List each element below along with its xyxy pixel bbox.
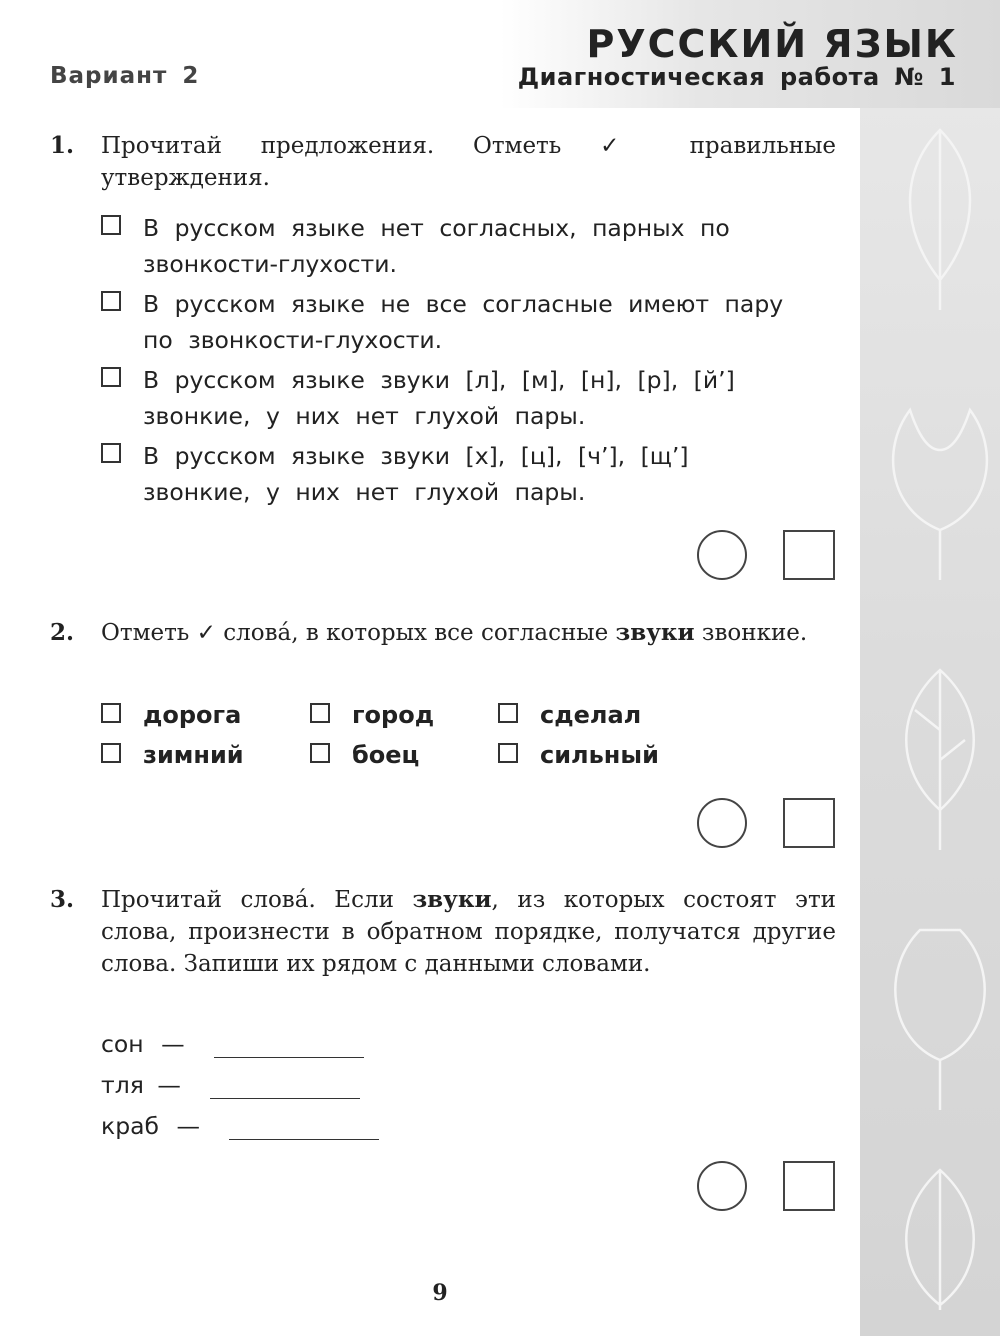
task-2-word-4: зимний <box>101 740 244 770</box>
task-3-row-2: тля — <box>101 1071 360 1099</box>
task-1-checkbox-3[interactable] <box>101 367 121 387</box>
task-2-checkbox-2[interactable] <box>310 703 330 723</box>
leaf-pattern-icon <box>880 110 1000 1310</box>
task-2-checkbox-3[interactable] <box>498 703 518 723</box>
work-title: Диагностическая работа № 1 <box>517 63 956 91</box>
task-2-checkbox-6[interactable] <box>498 743 518 763</box>
task-1-prompt: Прочитай предложения. Отметь ✓ правильные утверждения. <box>101 133 836 191</box>
task-1-option-3: В русском языке звуки [л], [м], [н], [р], [й’] звонкие, у них нет глухой пары. <box>101 362 801 434</box>
task-2-number: 2. <box>50 619 75 646</box>
task-1-checkbox-2[interactable] <box>101 291 121 311</box>
task-1-option-1: В русском языке нет согласных, парных по звонкости-глухости. <box>101 210 801 282</box>
task-2-word-6: сильный <box>498 740 659 770</box>
task-2-word-2: город <box>310 700 434 730</box>
task-1-checkbox-4[interactable] <box>101 443 121 463</box>
subject-title: РУССКИЙ ЯЗЫК <box>586 22 958 66</box>
task-1-score-box[interactable] <box>783 530 835 580</box>
task-2-word-1: дорога <box>101 700 241 730</box>
task-3-answer-2[interactable] <box>210 1076 360 1099</box>
task-2-checkbox-1[interactable] <box>101 703 121 723</box>
page-number: 9 <box>432 1280 448 1306</box>
task-3-prompt: Прочитай слова́. Если звуки, из которых состоят эти слова, произнести в обратном порядке, получатся другие слова. Запиши их рядом с данными словами. <box>101 886 836 977</box>
task-3-number: 3. <box>50 886 75 913</box>
task-3-answer-3[interactable] <box>229 1117 379 1140</box>
task-1-option-4: В русском языке звуки [х], [ц], [ч’], [щ’] звонкие, у них нет глухой пары. <box>101 438 801 510</box>
task-2-score-circle[interactable] <box>697 798 747 848</box>
task-3-answer-1[interactable] <box>214 1035 364 1058</box>
task-3-row-3: краб — <box>101 1112 379 1140</box>
variant-label: Вариант 2 <box>50 63 200 89</box>
task-3-score-box[interactable] <box>783 1161 835 1211</box>
task-1-option-2: В русском языке не все согласные имеют пару по звонкости-глухости. <box>101 286 801 358</box>
task-2-checkbox-5[interactable] <box>310 743 330 763</box>
checkmark-icon: ✓ <box>600 133 651 159</box>
task-2-checkbox-4[interactable] <box>101 743 121 763</box>
task-2-word-3: сделал <box>498 700 641 730</box>
task-2-score-box[interactable] <box>783 798 835 848</box>
task-2-word-5: боец <box>310 740 419 770</box>
task-1-score-circle[interactable] <box>697 530 747 580</box>
task-2-prompt: Отметь ✓ слова́, в которых все согласные звуки звонкие. <box>101 619 808 646</box>
task-1-number: 1. <box>50 132 75 159</box>
task-3-score-circle[interactable] <box>697 1161 747 1211</box>
checkmark-icon: ✓ <box>196 620 216 646</box>
task-1-checkbox-1[interactable] <box>101 215 121 235</box>
task-3-row-1: сон — <box>101 1030 364 1058</box>
